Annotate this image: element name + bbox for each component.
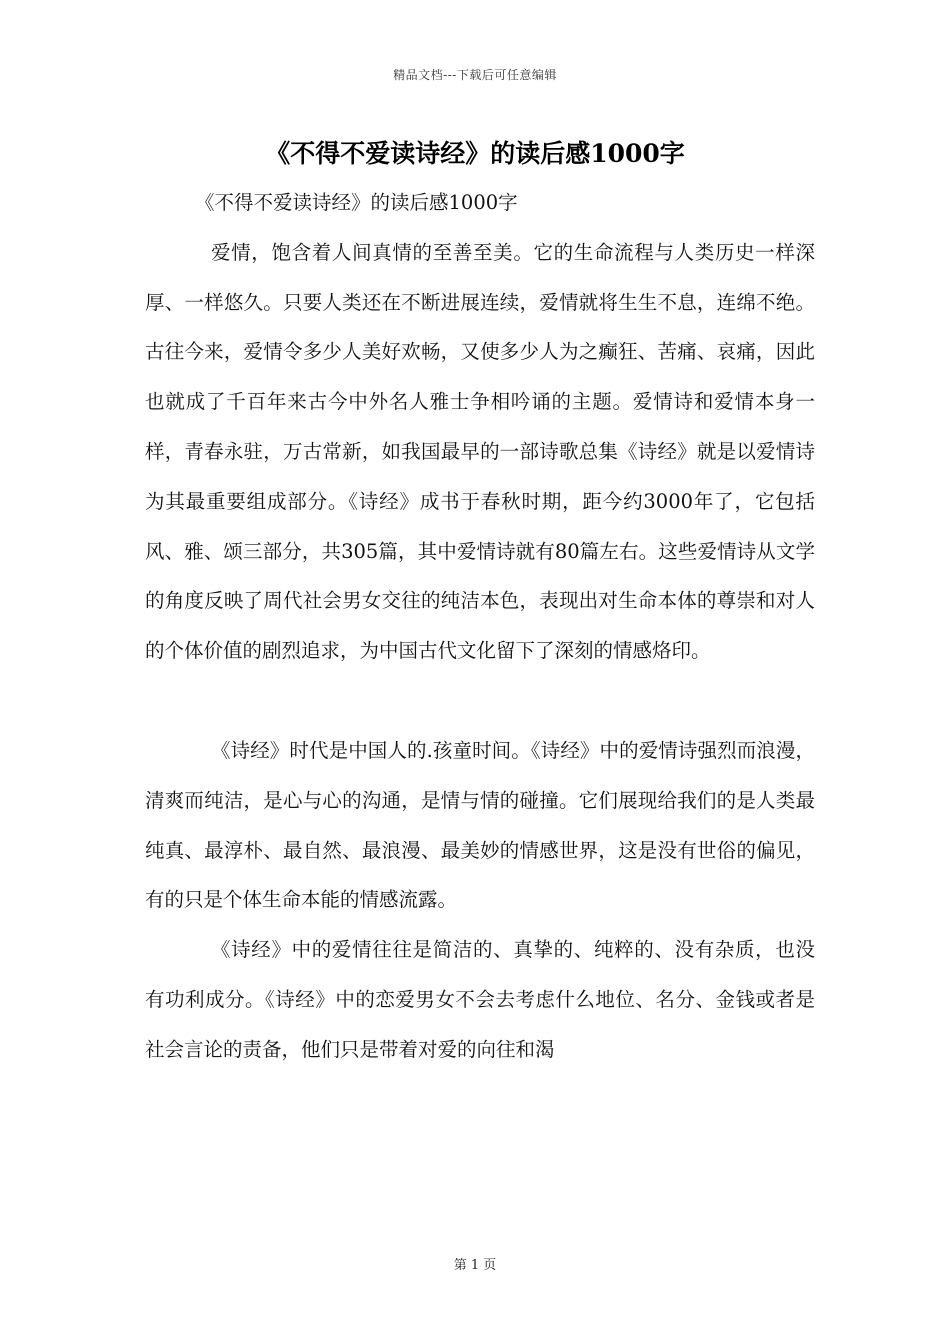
document-title: 《不得不爱读诗经》的读后感1000字 xyxy=(265,139,685,168)
paragraph-3: 《诗经》中的爱情往往是简洁的、真挚的、纯粹的、没有杂质，也没有功利成分。《诗经》中的恋爱男女不会去考虑什么地位、名分、金钱或者是社会言论的责备，他们只是带着对爱的向往和渴 xyxy=(145,938,815,1061)
paragraph-1: 爱情，饱含着人间真情的至善至美。它的生命流程与人类历史一样深厚、一样悠久。只要人类还在不断进展连续，爱情就将生生不息，连绵不绝。古往今来，爱情令多少人美好欢畅，又使多少人为之癫狂、苦痛、哀痛，因此也就成了千百年来古今中外名人雅士争相吟诵的主题。爱情诗和爱情本身一样，青春永驻，万古常新，如我国最早的一部诗歌总集《诗经》就是以爱情诗为其最重要组成部分。《诗经》成书于春秋时期，距今约3000年了，它包括风、雅、颂三部分，共305篇，其中爱情诗就有80篇左右。这些爱情诗从文学的角度反映了周代社会男女交往的纯洁本色，表现出对生命本体的尊崇和对人的个体价值的剧烈追求，为中国古代文化留下了深刻的情感烙印。 xyxy=(145,240,815,663)
page-number: 第 1 页 xyxy=(453,1258,497,1273)
document-body xyxy=(145,178,815,1075)
paragraph-spacer xyxy=(145,676,815,726)
document-subtitle: 《不得不爱读诗经》的读后感1000字 xyxy=(195,191,518,214)
paragraph-2: 《诗经》时代是中国人的.孩童时间。《诗经》中的爱情诗强烈而浪漫，清爽而纯洁，是心与心的沟通，是情与情的碰撞。它们展现给我们的是人类最纯真、最淳朴、最自然、最浪漫、最美妙的情感世界，这是没有世俗的偏见，有的只是个体生命本能的情感流露。 xyxy=(145,738,815,912)
page-header: 精品文档---下载后可任意编辑 xyxy=(393,68,557,82)
